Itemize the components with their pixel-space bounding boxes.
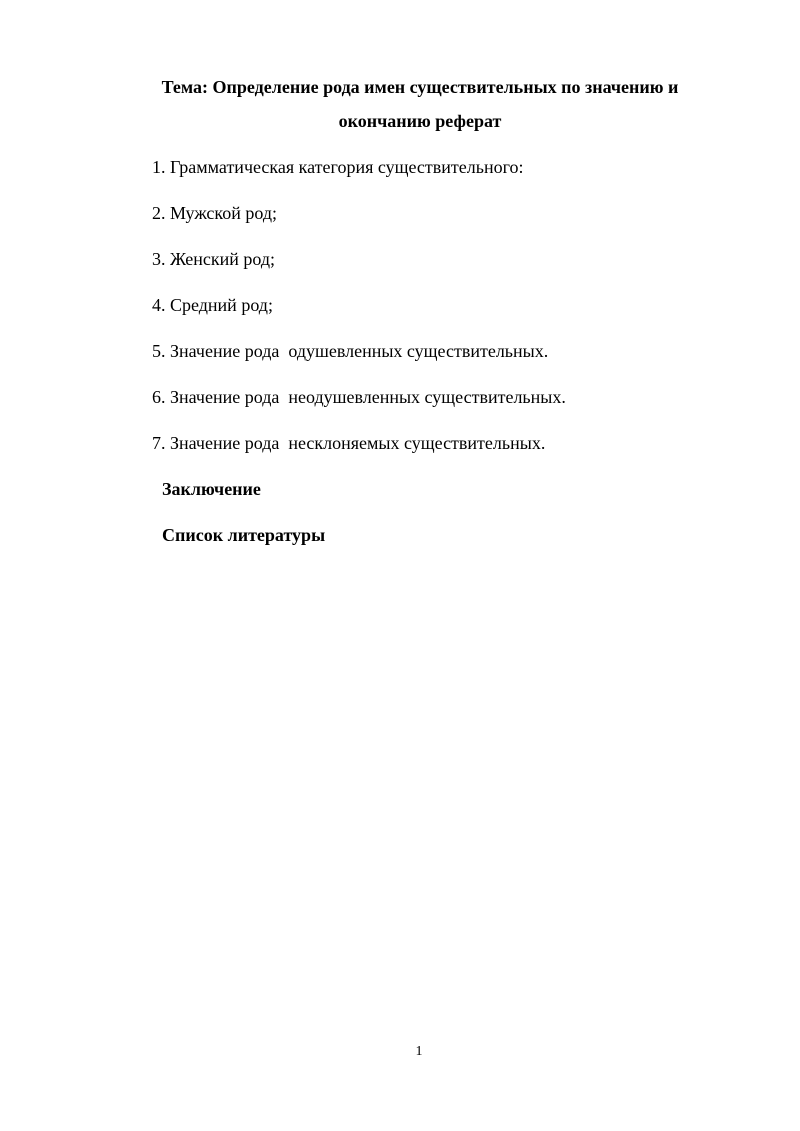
toc-item: 1. Грамматическая категория существительного: — [152, 157, 524, 177]
toc-item: 3. Женский род; — [152, 249, 275, 269]
document-title-line-2: окончанию реферат — [338, 111, 502, 131]
document-title-line-1: Тема: Определение рода имен существительных по значению и — [161, 77, 679, 97]
toc-item: 7. Значение рода несклоняемых существительных. — [152, 433, 546, 453]
toc-references: Список литературы — [162, 525, 326, 545]
toc-item: 4. Средний род; — [152, 295, 273, 315]
toc-conclusion: Заключение — [162, 479, 261, 499]
toc-item: 5. Значение рода одушевленных существительных. — [152, 341, 549, 361]
toc-item: 2. Мужской род; — [152, 203, 278, 223]
page-number: 1 — [415, 1044, 423, 1059]
toc-item: 6. Значение рода неодушевленных существительных. — [152, 387, 566, 407]
